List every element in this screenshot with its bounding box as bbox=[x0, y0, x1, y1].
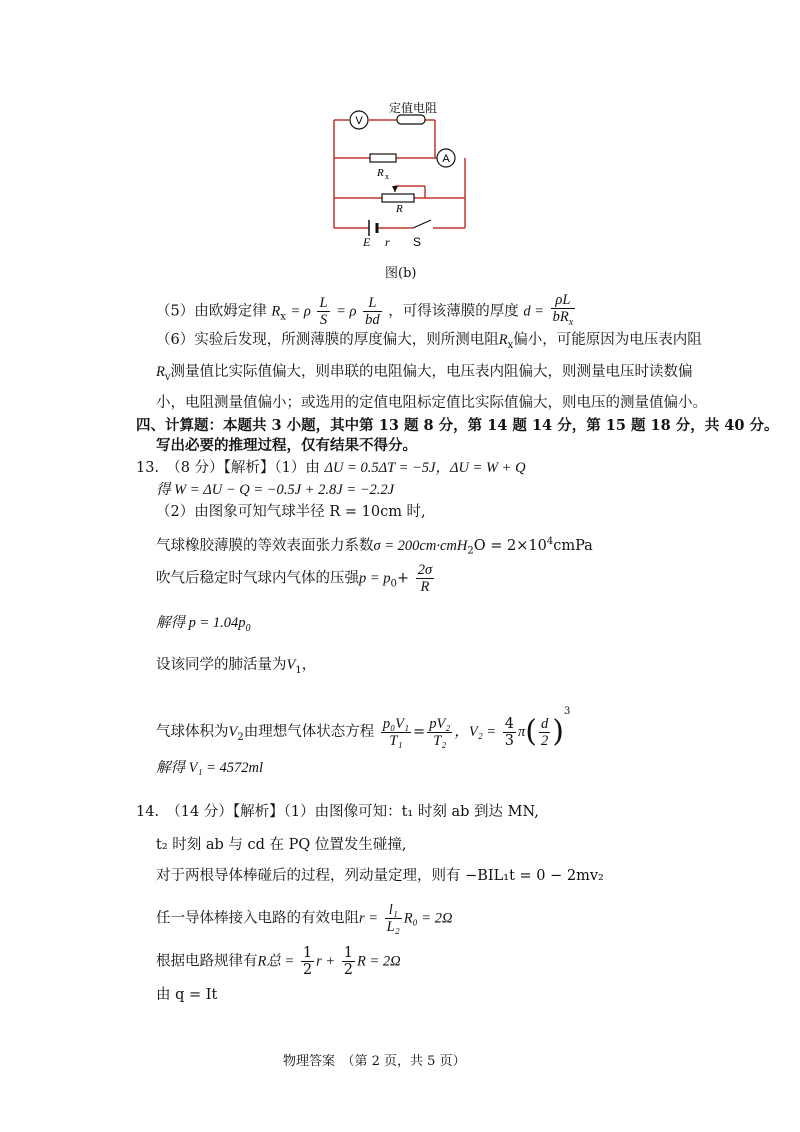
p5-mid: ，可得该薄膜的厚度 bbox=[388, 303, 519, 320]
q14-l6: 由 q = It bbox=[156, 987, 218, 1003]
p5-rx: R bbox=[271, 303, 281, 320]
q14-head: 14. （14 分）【解析】（1）由图像可知：t₁ 时刻 ab 到达 MN, bbox=[136, 804, 539, 820]
p5-rx-sub: x bbox=[280, 311, 286, 323]
q13-l2: 得 W = ΔU − Q = −0.5J + 2.8J = −2.2J bbox=[156, 482, 395, 498]
section-4-title: 四、计算题：本题共 3 小题，其中第 13 题 8 分，第 14 题 14 分，第 15 题 18 分，共 40 分。 bbox=[136, 417, 779, 434]
rheostat-label: R bbox=[396, 203, 403, 215]
page-footer: 物理答案 （第 2 页，共 5 页） bbox=[283, 1054, 466, 1069]
q13-l6: 解得 $p = 1.04p_0$ bbox=[156, 615, 251, 634]
ammeter-label: A bbox=[442, 153, 450, 165]
switch-label: S bbox=[413, 235, 422, 249]
q13-l8: 气球体积为$V_2$由理想气体状态方程 $\frac{\text{p₀V₁}}{\text{T₁}}$ = $\frac{\text{pV₂}}{\text{T₂}}$ ，V₂ = $\frac{4}{3}$ π( $\frac{d}{2}$ )$^3$ bbox=[156, 706, 571, 749]
q13-l3: （2）由图象可知气球半径 R = 10cm 时, bbox=[156, 504, 426, 520]
internal-r-label: r bbox=[385, 235, 390, 249]
p5-frac2: $\frac{L}{bd}$ bbox=[365, 294, 380, 328]
q14-l2: t₂ 时刻 ab 与 cd 在 PQ 位置发生碰撞, bbox=[156, 837, 407, 853]
q13-l7: 设该同学的肺活量为$V_1$， bbox=[156, 657, 317, 676]
q14-l3: 对于两根导体棒碰后的过程，列动量定理，则有 −BIL₁t = 0 − 2mv₂ bbox=[156, 868, 604, 884]
q14-l5: 根据电路规律有R总 = $\frac{1}{2}$ r + $\frac{1}{2}$ R = 2Ω bbox=[156, 945, 401, 978]
section-4-subtitle: 写出必要的推理过程，仅有结果不得分。 bbox=[156, 437, 417, 454]
q13-l9: 解得 V₁ = 4572ml bbox=[156, 760, 264, 776]
para-5 bbox=[156, 292, 577, 331]
p5-eq2: = ρ bbox=[336, 303, 357, 320]
p5-frac1: $\frac{L}{S}$ bbox=[319, 294, 328, 328]
figure-caption: 图(b) bbox=[385, 266, 417, 281]
p5-prefix: （5）由欧姆定律 bbox=[156, 303, 267, 320]
q13-head: 13. （8 分）【解析】（1）由 ΔU = 0.5ΔT = −5J，ΔU = W + Q bbox=[136, 460, 526, 476]
rx-label: R bbox=[377, 167, 384, 179]
voltmeter-label: V bbox=[355, 115, 363, 127]
para-6-line3: 小，电阻测量值偏小；或选用的定值电阻标定值比实际值偏大，则电压的测量值偏小。 bbox=[156, 395, 707, 411]
para-6-line2: $R_v$测量值比实际值偏大，则串联的电阻偏大，电压表内阻偏大，则测量电压时读数偏 bbox=[156, 364, 693, 383]
p5-eq1: = ρ bbox=[290, 303, 311, 320]
q13-l5: 吹气后稳定时气球内气体的压强$p = p_0+$ $\frac{2\sigma}{R}$ bbox=[156, 562, 433, 595]
q13-l4: 气球橡胶薄膜的等效表面张力系数$\sigma = 200cm\cdot cmH_2O = 2\times 10^4cmPa$ bbox=[156, 536, 593, 557]
p5-frac3: $\frac{\rho L}{bR_x}$ bbox=[552, 292, 574, 328]
p5-d: d = bbox=[523, 303, 544, 320]
rx-sub: x bbox=[385, 172, 389, 181]
resistor-label: 定值电阻 bbox=[389, 101, 438, 115]
q14-l4: 任一导体棒接入电路的有效电阻r = $\frac{\text{l₁}}{\text{L₂}}$ R₀ = 2Ω bbox=[156, 902, 453, 935]
circuit-diagram bbox=[325, 100, 475, 260]
emf-label: E bbox=[363, 235, 371, 249]
para-6-line1: （6）实验后发现，所测薄膜的厚度偏大，则所测电阻$R_x$偏小，可能原因为电压表内阻 bbox=[156, 332, 702, 351]
